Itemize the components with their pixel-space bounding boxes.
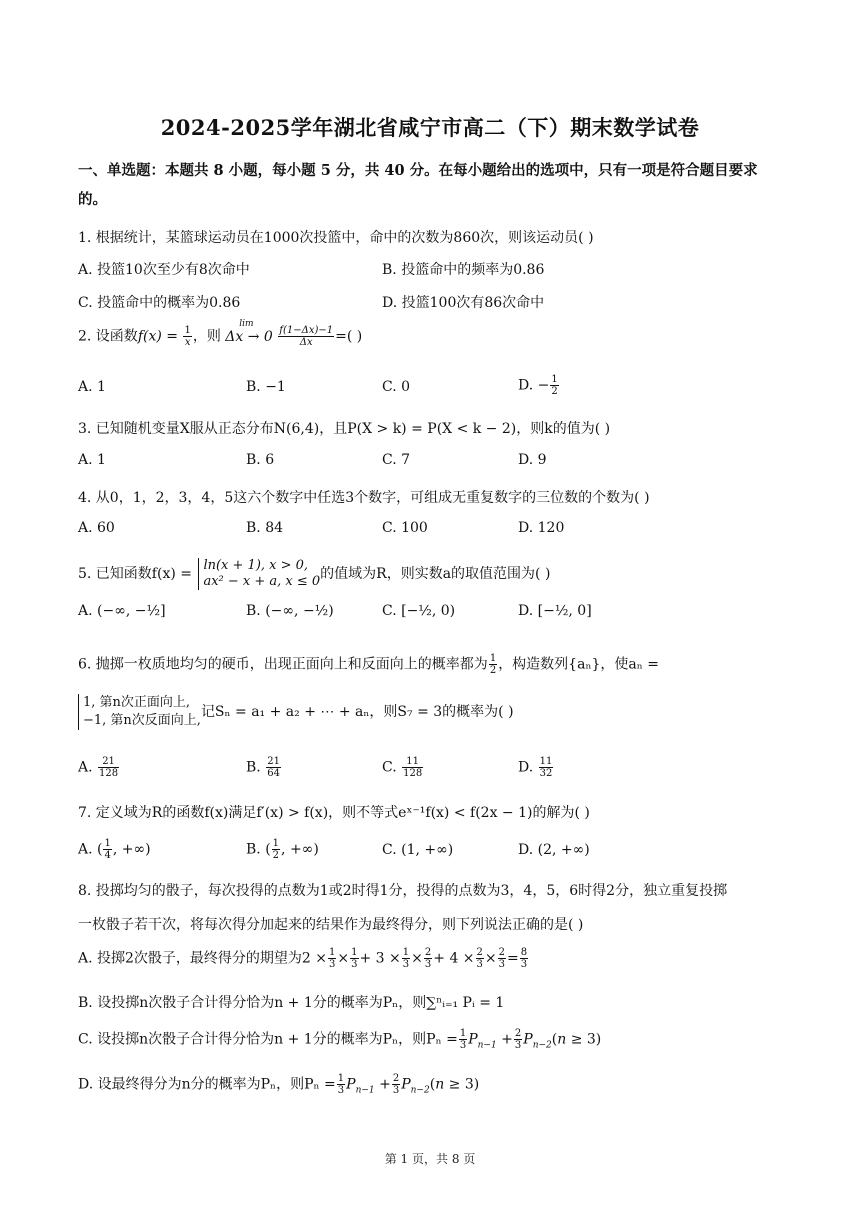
q6-option-d: D. $\frac{11}{32}$ xyxy=(518,756,553,779)
q5-option-b: B. (−∞, −½) xyxy=(246,603,334,619)
q1-option-d: D. 投篮100次有86次命中 xyxy=(382,295,545,311)
page-title: 2024-2025学年湖北省咸宁市高二（下）期末数学试卷 xyxy=(160,115,700,140)
q8-option-c: C. 设投掷n次骰子合计得分恰为n + 1分的概率为Pₙ，则Pₙ = $\frac{1}{3}$ $P_{n-1}$ + $\frac{2}{3}$ $P_{n-2}(n \ge 3)$ xyxy=(78,1028,602,1051)
q4-option-b: B. 84 xyxy=(246,520,284,536)
q8-option-b: B. 设投掷n次骰子合计得分恰为n + 1分的概率为Pₙ，则∑ⁿᵢ₌₁ Pᵢ = 1 xyxy=(78,995,505,1011)
question-7: 7. 定义域为R的函数f(x)满足f′(x) > f(x)，则不等式eˣ⁻¹f(x) < f(2x − 1)的解为( ) xyxy=(78,805,590,821)
question-6-line-1: 6. 抛掷一枚质地均匀的硬币，出现正面向上和反面向上的概率都为 $\frac{1}{2}$ ，构造数列{aₙ}，使aₙ = xyxy=(78,653,659,676)
q6-option-b: B. $\frac{21}{64}$ xyxy=(246,756,280,779)
q8-option-a: A. 投掷2次骰子，最终得分的期望为2 × $\frac{1}{3}$ × $\frac{1}{3}$ + 3 × $\frac{1}{3}$ × $\frac{2}{3}$ + 4 × $\frac{2}{3}$ × $\frac{2}{3}$ = $\frac{8}{3}$ xyxy=(78,947,528,970)
q4-option-c: C. 100 xyxy=(382,520,428,536)
question-3: 3. 已知随机变量X服从正态分布N(6,4)，且P(X > k) = P(X < k − 2)，则k的值为( ) xyxy=(78,421,611,437)
q3-option-a: A. 1 xyxy=(78,452,106,468)
q2-option-b: B. −1 xyxy=(246,379,286,395)
question-5: 5. 已知函数f(x) = ln(x + 1), x > 0, ax² − x + a, x ≤ 0 的值域为R，则实数a的取值范围为( ) xyxy=(78,558,551,589)
q4-option-d: D. 120 xyxy=(518,520,565,536)
q5-option-a: A. (−∞, −½] xyxy=(78,603,166,619)
q1-option-a: A. 投篮10次至少有8次命中 xyxy=(78,262,250,278)
q5-option-c: C. [−½, 0) xyxy=(382,603,456,619)
q7-option-d: D. (2, +∞) xyxy=(518,842,590,858)
q6-option-a: A. $\frac{21}{128}$ xyxy=(78,756,119,779)
question-8-line-1: 8. 投掷均匀的骰子，每次投得的点数为1或2时得1分，投得的点数为3，4，5，6时得2分，独立重复投掷 xyxy=(78,883,728,899)
question-1: 1. 根据统计，某篮球运动员在1000次投篮中，命中的次数为860次，则该运动员( ) xyxy=(78,230,594,246)
fraction: $\frac{f(1-\Delta x)-1}{\Delta x}$ xyxy=(279,325,334,348)
q7-option-a: A. ( $\frac{1}{4}$ , +∞) xyxy=(78,838,151,861)
q1-option-c: C. 投篮命中的概率为0.86 xyxy=(78,295,241,311)
q2-option-a: A. 1 xyxy=(78,379,106,395)
q1-option-b: B. 投篮命中的频率为0.86 xyxy=(382,262,545,278)
q2-option-d: D. − $\frac{1}{2}$ xyxy=(518,374,558,397)
q5-option-d: D. [−½, 0] xyxy=(518,603,592,619)
q3-option-b: B. 6 xyxy=(246,452,275,468)
q3-option-d: D. 9 xyxy=(518,452,547,468)
piecewise-function: ln(x + 1), x > 0, ax² − x + a, x ≤ 0 xyxy=(198,558,320,590)
q2-option-c: C. 0 xyxy=(382,379,411,395)
q6-option-c: C. $\frac{11}{128}$ xyxy=(382,756,423,779)
section-heading: 一、单选题：本题共 8 小题，每小题 5 分，共 40 分。在每小题给出的选项中，只有一项是符合题目要求的。 xyxy=(78,162,758,208)
q7-option-b: B. ( $\frac{1}{2}$ , +∞) xyxy=(246,838,319,861)
question-2: 2. 设函数f(x) = $\frac{1}{x}$ ，则 lim Δx → 0 $\frac{f(1-\Delta x)-1}{\Delta x}$ =( ) xyxy=(78,318,363,348)
question-6-cases: 1, 第n次正面向上, −1, 第n次反面向上, 记Sₙ = a₁ + a₂ + ⋯ + aₙ，则S₇ = 3的概率为( ) xyxy=(78,694,514,730)
q7-option-c: C. (1, +∞) xyxy=(382,842,454,858)
page-footer: 第 1 页，共 8 页 xyxy=(384,1152,476,1166)
fraction: $\frac{1}{x}$ xyxy=(184,325,191,348)
q8-option-d: D. 设最终得分为n分的概率为Pₙ，则Pₙ = $\frac{1}{3}$ $P_{n-1}$ + $\frac{2}{3}$ $P_{n-2}(n \ge 3)$ xyxy=(78,1073,480,1096)
question-4: 4. 从0，1，2，3，4，5这六个数字中任选3个数字，可组成无重复数字的三位数的个数为( ) xyxy=(78,490,650,506)
question-8-line-2: 一枚骰子若干次，将每次得分加起来的结果作为最终得分，则下列说法正确的是( ) xyxy=(78,917,584,933)
q3-option-c: C. 7 xyxy=(382,452,411,468)
q4-option-a: A. 60 xyxy=(78,520,115,536)
